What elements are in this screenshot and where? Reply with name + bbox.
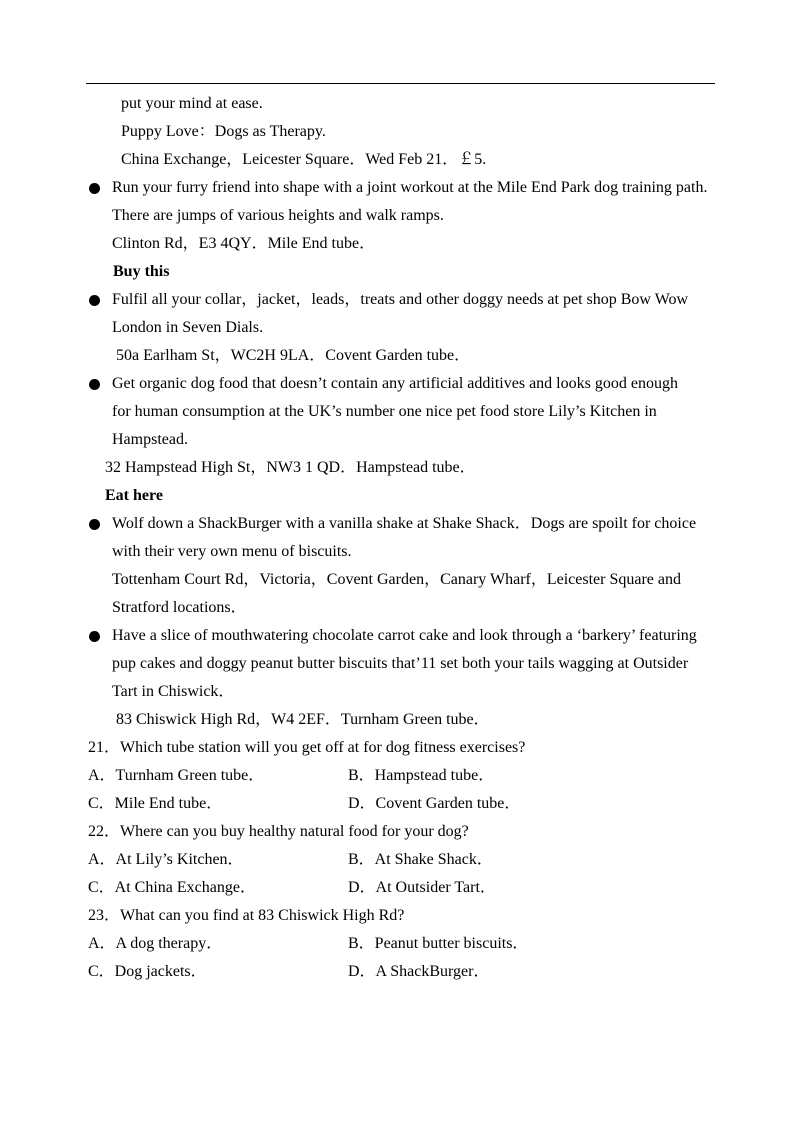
question-21: 21．Which tube station will you get off at for dog fitness exercises? <box>88 739 526 756</box>
event-title: Puppy Love：Dogs as Therapy. <box>121 123 326 140</box>
option-23-c: C．Dog jackets． <box>88 963 207 980</box>
option-23-b: B．Peanut butter biscuits． <box>348 935 529 952</box>
item-text: Tottenham Court Rd，Victoria，Covent Garden，Canary Wharf，Leicester Square and <box>112 571 682 588</box>
item-text: London in Seven Dials. <box>112 319 264 336</box>
item-text: Get organic dog food that doesn’t contain any artificial additives and looks good enough <box>112 375 678 392</box>
item-text: Fulfil all your collar，jacket，leads，treats and other doggy needs at pet shop Bow Wow <box>112 291 689 308</box>
option-23-d: D．A ShackBurger． <box>348 963 490 980</box>
question-22: 22．Where can you buy healthy natural food for your dog? <box>88 823 469 840</box>
item-text: for human consumption at the UK’s number one nice pet food store Lily’s Kitchen in <box>112 403 657 420</box>
item-text: Wolf down a ShackBurger with a vanilla shake at Shake Shack．Dogs are spoilt for choice <box>112 515 697 532</box>
option-23-a: A．A dog therapy． <box>88 935 223 952</box>
bullet-icon <box>89 379 100 390</box>
section-heading-buy: Buy this <box>113 263 170 280</box>
item-address: 83 Chiswick High Rd，W4 2EF．Turnham Green tube． <box>116 711 490 728</box>
header-rule <box>86 83 715 84</box>
option-22-b: B．At Shake Shack． <box>348 851 493 868</box>
section-heading-eat: Eat here <box>105 487 163 504</box>
option-22-a: A．At Lily’s Kitchen． <box>88 851 244 868</box>
bullet-icon <box>89 183 100 194</box>
option-21-d: D．Covent Garden tube． <box>348 795 521 812</box>
option-22-d: D．At Outsider Tart． <box>348 879 496 896</box>
option-21-a: A．Turnham Green tube． <box>88 767 265 784</box>
item-address: Clinton Rd，E3 4QY．Mile End tube． <box>112 235 376 252</box>
bullet-icon <box>89 295 100 306</box>
bullet-icon <box>89 519 100 530</box>
item-text: pup cakes and doggy peanut butter biscuits that’11 set both your tails wagging at Outsider <box>112 655 689 672</box>
question-23: 23．What can you find at 83 Chiswick High Rd? <box>88 907 405 924</box>
item-address: 50a Earlham St，WC2H 9LA．Covent Garden tube． <box>116 347 471 364</box>
item-text: Hampstead. <box>112 431 188 448</box>
item-text: with their very own menu of biscuits. <box>112 543 352 560</box>
bullet-icon <box>89 631 100 642</box>
item-text: Have a slice of mouthwatering chocolate carrot cake and look through a ‘barkery’ featuring <box>112 627 697 644</box>
item-text: Run your furry friend into shape with a joint workout at the Mile End Park dog training path. <box>112 179 708 196</box>
item-text: Tart in Chiswick． <box>112 683 235 700</box>
item-text: There are jumps of various heights and walk ramps. <box>112 207 444 224</box>
item-text: Stratford locations． <box>112 599 247 616</box>
option-21-c: C．Mile End tube． <box>88 795 223 812</box>
item-address: 32 Hampstead High St，NW3 1 QD．Hampstead tube． <box>105 459 476 476</box>
option-21-b: B．Hampstead tube． <box>348 767 495 784</box>
option-22-c: C．At China Exchange． <box>88 879 256 896</box>
event-details: China Exchange，Leicester Square．Wed Feb 21．￡5. <box>121 151 487 168</box>
intro-line: put your mind at ease. <box>121 95 263 112</box>
